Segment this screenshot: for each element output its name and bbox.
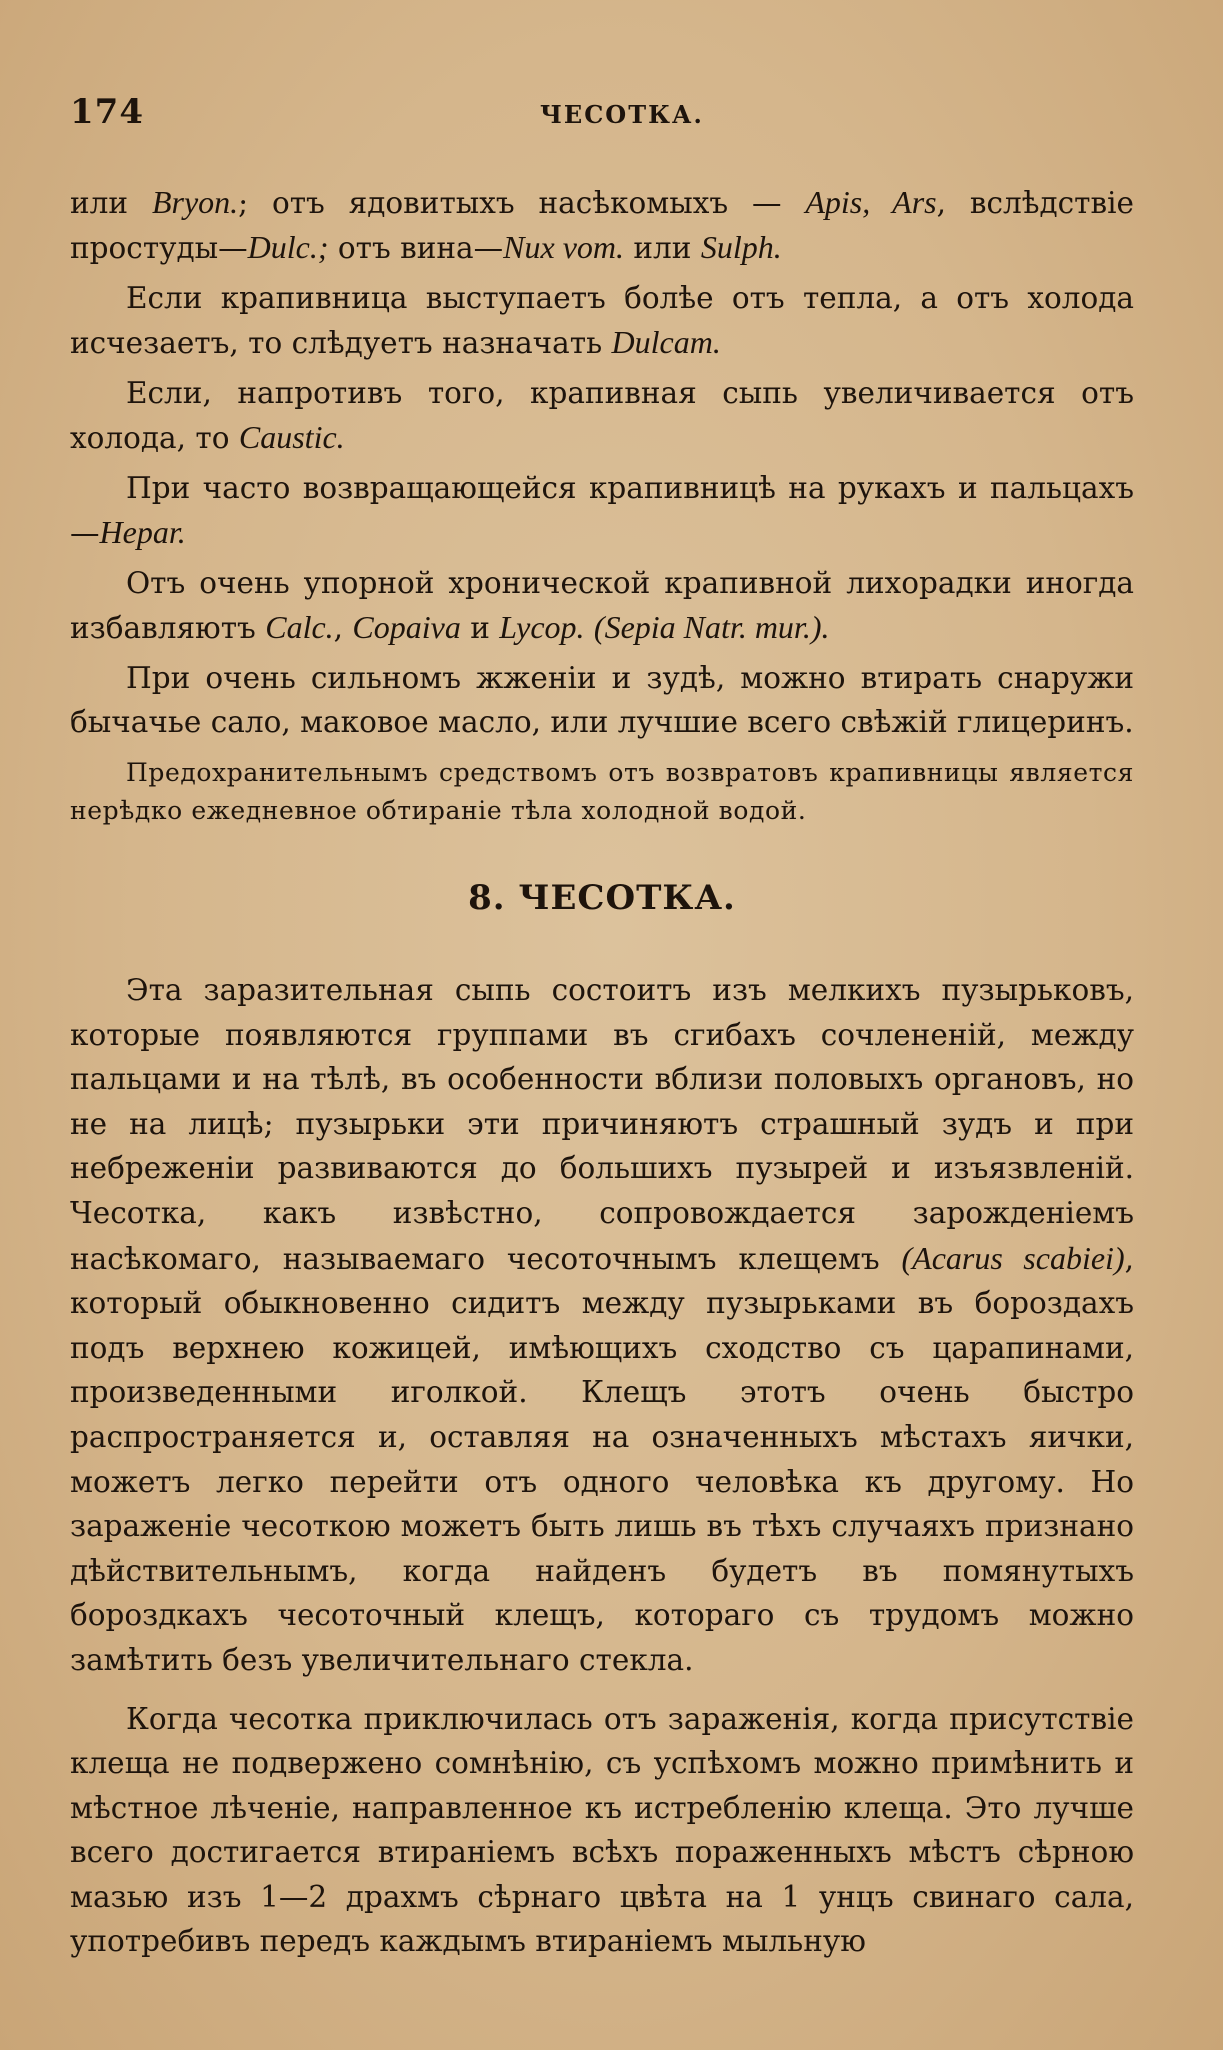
paragraph-continued: или Bryon.; отъ ядовитыхъ насѣкомыхъ — Apis, Ars, вслѣдствіе простуды—Dulc.; отъ вина—Nux vom. или Sulph. <box>70 184 1134 265</box>
section-body <box>70 968 1134 1964</box>
paragraph-scabies-description: Эта заразительная сыпь состоитъ изъ мелкихъ пузырьковъ, которые появляются группами въ сгибахъ сочлененій, между пальцами и на тѣлѣ, въ особенности вблизи половыхъ органовъ, но не на лицѣ; пузырьки эти причиняютъ страшный зудъ и при небреженіи развиваются до большихъ пузырей и изъязвленій. Чесотка, какъ извѣстно, сопровождается зарожденіемъ насѣкомаго, называемаго чесоточнымъ клещемъ (Acarus scabiei), который обыкновенно сидитъ между пузырьками въ бороздахъ подъ верхнею кожицей, имѣющихъ сходство съ царапинами, произведенными иголкой. Клещъ этотъ очень быстро распространяется и, оставляя на означенныхъ мѣстахъ яички, можетъ легко перейти отъ одного человѣка къ другому. Но зараженіе чесоткою можетъ быть лишь въ тѣхъ случаяхъ признано дѣйствительнымъ, когда найденъ будетъ въ помянутыхъ бороздкахъ чесоточный клещъ, котораго съ трудомъ можно замѣтить безъ увеличительнаго стекла. <box>70 973 1134 1677</box>
page-number: 174 <box>70 92 144 132</box>
paragraph-causticum: Если, напротивъ того, крапивная сыпь увеличивается отъ холода, то Caustic. <box>70 376 1134 455</box>
paragraph-hepar: При часто возвращающейся крапивницѣ на рукахъ и пальцахъ—Hepar. <box>70 471 1134 550</box>
page-header <box>70 92 1140 142</box>
page-content <box>70 180 1134 1978</box>
paragraph-external-remedies: При очень сильномъ жженіи и зудѣ, можно втирать снаружи бычачье сало, маковое масло, или лучшие всего свѣжій глицеринъ. <box>70 661 1134 739</box>
running-head: ЧЕСОТКА. <box>540 100 704 129</box>
paragraph-scabies-treatment: Когда чесотка приключилась отъ зараженія, когда присутствіе клеща не подвержено сомнѣнію, съ успѣхомъ можно примѣнить и мѣстное лѣченіе, направленное къ истребленію клеща. Это лучше всего достигается втираніемъ всѣхъ пораженныхъ мѣстъ сѣрною мазью изъ 1—2 драхмъ сѣрнаго цвѣта на 1 унцъ свинаго сала, употребивъ передъ каждымъ втираніемъ мыльную <box>70 1701 1134 1959</box>
note-prevention: Предохранительнымъ средствомъ отъ возвратовъ крапивницы является нерѣдко ежедневное обтираніе тѣла холодной водой. <box>70 758 1134 825</box>
section-heading: 8. ЧЕСОТКА. <box>468 878 736 918</box>
paragraph-dulcamara: Если крапивница выступаетъ болѣе отъ тепла, а отъ холода исчезаетъ, то слѣдуетъ назначать Dulcam. <box>70 281 1134 360</box>
paragraph-chronic-urticaria: Отъ очень упорной хронической крапивной лихорадки иногда избавляютъ Calc., Copaiva и Lycop. (Sepia Natr. mur.). <box>70 566 1134 645</box>
